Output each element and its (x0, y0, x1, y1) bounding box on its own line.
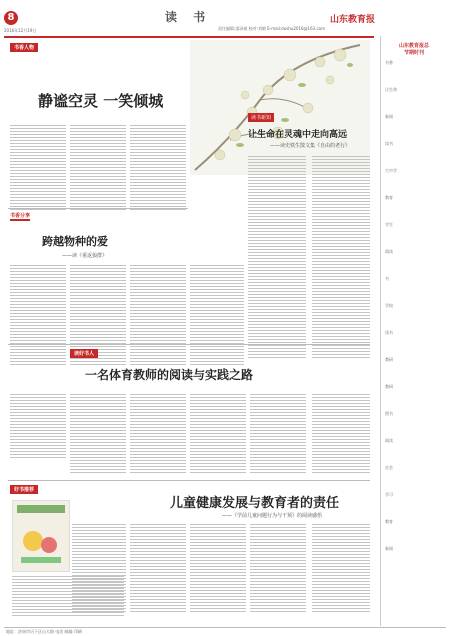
sidebar-list (381, 56, 447, 551)
article-subtitle: ——读史铁生散文集《自由的老行》 (270, 143, 351, 149)
article-title: 儿童健康发展与教育者的责任 (170, 496, 340, 511)
section-title: 读 书 (165, 10, 212, 24)
sidebar-item: 让生命 (385, 87, 397, 92)
article-subtitle: ——《学前儿童问题行为与干预》的阅读感悟 (222, 513, 323, 519)
masthead-logo: 山东教育报 (330, 15, 376, 25)
date-line: 2016年12月19日 (4, 28, 37, 33)
article-body (250, 524, 306, 612)
article-tag: 书香人物 (10, 43, 38, 52)
blossom-illustration (190, 40, 370, 175)
sidebar-item: 阅读 (385, 438, 393, 443)
article-body (190, 524, 246, 612)
sidebar-item: 阅读 (385, 249, 393, 254)
article-body (248, 156, 306, 358)
article-body (130, 125, 186, 210)
sidebar-item: 教育 (385, 195, 393, 200)
header-rule (4, 36, 374, 38)
sidebar-item: 教研 (385, 384, 393, 389)
article-tag-box: 读书新知 (248, 113, 274, 122)
article-body (10, 394, 66, 458)
article-tag: 书香分享 (10, 213, 31, 219)
sidebar-item: 学校 (385, 303, 393, 308)
article-body (312, 524, 370, 612)
sidebar-item: 读书 (385, 330, 393, 335)
article-body (130, 394, 186, 473)
article-tag: 好书推荐 (10, 485, 38, 494)
sidebar-item: 书香 (385, 60, 393, 65)
sidebar-item: 读书 (385, 141, 393, 146)
article-body (190, 394, 246, 473)
book-caption (12, 576, 124, 616)
editor-line: 责任编辑:邵泽斌 校对:刘敏 E-mail:dushu2016@163.com (218, 26, 325, 31)
sidebar-item: 新闻 (385, 114, 393, 119)
section-divider (8, 208, 188, 209)
sidebar-subtitle: 节期时刊 (403, 50, 424, 56)
sidebar-item: 图书 (385, 411, 393, 416)
section-divider (8, 480, 370, 481)
article-body (70, 125, 126, 210)
article-title: 跨越物种的爱 (42, 235, 108, 248)
sidebar-title: 山东教育报总 (398, 43, 429, 49)
article-title: 静谧空灵 一笑倾城 (38, 92, 164, 110)
sidebar-item: 学生 (385, 222, 393, 227)
section-divider (8, 344, 370, 345)
article-subtitle: ——读《重返狼群》 (62, 253, 108, 259)
article-body (70, 394, 126, 473)
article-title: 一名体育教师的阅读与实践之路 (85, 368, 254, 382)
article-body (130, 265, 186, 365)
article-body (312, 156, 370, 358)
sidebar-item: 大中学 (385, 168, 397, 173)
sidebar-item: 学习 (385, 492, 393, 497)
footer-text: 地址：济南市历下区山大路 电话 邮编 印刷 (6, 629, 82, 634)
book-cover (12, 500, 70, 572)
article-body (190, 265, 244, 365)
article-body (10, 125, 66, 210)
article-body (312, 394, 370, 473)
sidebar-item: 书 (385, 276, 389, 281)
page-number: 8 (4, 11, 18, 25)
article-tag: 读好书人 (70, 349, 98, 358)
footer-rule (4, 627, 446, 628)
article-body (250, 394, 306, 473)
article-body (10, 265, 66, 365)
sidebar-item: 新闻 (385, 546, 393, 551)
sidebar-item: 教研 (385, 357, 393, 362)
article-body (130, 524, 186, 612)
sidebar (380, 36, 447, 626)
sidebar-item: 教育 (385, 519, 393, 524)
article-title: 让生命在灵魂中走向高远 (248, 130, 348, 140)
sidebar-item: 社会 (385, 465, 393, 470)
